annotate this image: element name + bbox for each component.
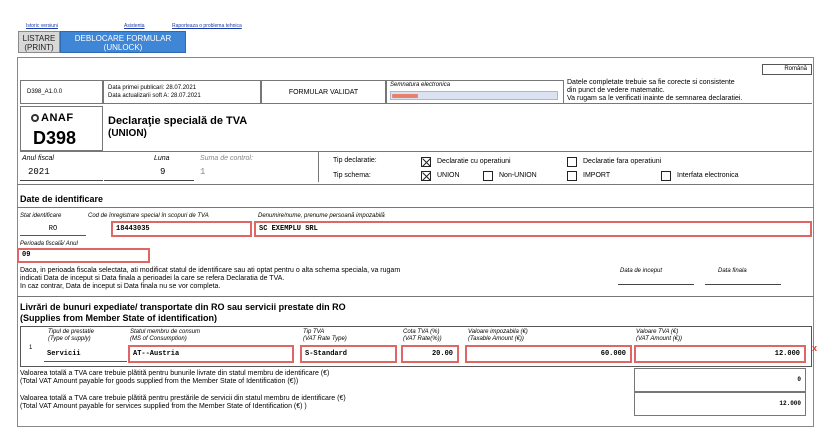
declaration-type-label: Tip declaratie: (333, 157, 377, 164)
fiscal-year-label: Anul fiscal (22, 155, 54, 162)
electronic-interface-checkbox[interactable] (661, 171, 671, 181)
state-id-field[interactable] (20, 222, 86, 236)
print-button-label: LISTARE (22, 34, 56, 43)
divider (20, 151, 812, 152)
note-line-3: In caz contrar, Data de inceput si Data finala nu se vor completa. (20, 283, 221, 290)
scheme-type-label: Tip schema: (333, 172, 371, 179)
supply-type-value: Servicii (47, 350, 81, 358)
form-code-cell (20, 80, 103, 104)
start-date-input[interactable] (618, 284, 694, 285)
notice-line-1: Datele completate trebuie sa fie corecte si consistente (567, 79, 735, 86)
total-services-line-2: (Total VAT Amount payable for services supplied from the Member State of Identification (€) ) (20, 403, 307, 410)
col-taxable-subtitle: (Taxable Amount (€)) (468, 336, 524, 342)
col-vat-amount-title: Valoare TVA (€) (636, 329, 679, 335)
scheme-import-label: IMPORT (583, 172, 611, 179)
dates-cell (103, 80, 261, 104)
total-goods-line-2: (Total VAT Amount payable for goods supplied from the Member State of Identification (€)) (20, 378, 299, 385)
update-date: Data actualizarii soft A: 28.07.2021 (108, 93, 201, 99)
supplies-title (20, 302, 346, 324)
vat-code-input[interactable] (111, 221, 252, 237)
scheme-non-union-checkbox[interactable] (483, 171, 493, 181)
vat-rate-value: 20.00 (431, 350, 453, 358)
report-problem-link[interactable]: Raporteaza o problema tehnica (172, 23, 242, 29)
print-button[interactable] (18, 31, 60, 53)
fiscal-period-label: Perioada fiscală/ Anul (20, 241, 78, 247)
declaration-with-ops-label: Declaratie cu operatiuni (437, 158, 511, 165)
total-goods-label (20, 370, 630, 386)
consumption-state-value: AT--Austria (133, 350, 180, 358)
month-label: Luna (154, 155, 170, 162)
col-state-title: Statul membru de consum (130, 329, 201, 335)
unlock-button-label: DEBLOCARE FORMULAR (74, 34, 172, 43)
total-goods-field (634, 368, 806, 392)
divider (17, 296, 814, 297)
divider (17, 184, 814, 185)
total-goods-value: 0 (797, 376, 801, 383)
note-line-2: indicati Data de inceput si Data finala a perioadei la care se refera Declaratia de TVA. (20, 275, 285, 282)
anaf-emblem-icon (31, 114, 39, 122)
end-date-label: Data finala (718, 268, 747, 274)
vat-amount-value: 12.000 (774, 350, 800, 358)
anaf-text: ANAF (41, 112, 74, 124)
taxable-amount-value: 60.000 (600, 350, 626, 358)
state-id-label: Stat identificare (20, 213, 62, 219)
fiscal-period-input[interactable] (17, 248, 150, 263)
fiscal-period-value: 09 (22, 251, 31, 259)
scheme-union-label: UNION (437, 172, 460, 179)
declaration-without-ops-label: Declaratie fara operatiuni (583, 158, 662, 165)
row-index: 1 (29, 345, 33, 351)
vat-rate-type-select[interactable] (300, 345, 397, 363)
signature-label: Semnatura electronica (390, 82, 451, 88)
col-rate-header (403, 329, 442, 343)
col-vat-amount-subtitle: (VAT Amount (€)) (636, 336, 683, 342)
underline (104, 180, 194, 181)
page-subtitle: (UNION) (108, 128, 147, 139)
publish-date: Data primei publicari: 28.07.2021 (108, 85, 197, 91)
consumption-state-select[interactable] (128, 345, 294, 363)
vat-rate-input[interactable] (401, 345, 459, 363)
col-type-title: Tipul de prestatie (48, 329, 94, 335)
notice-line-2: din punct de vedere matematic. (567, 87, 665, 94)
col-rate-title: Cota TVA (%) (403, 329, 440, 335)
col-vat-type-subtitle: (VAT Rate Type) (303, 336, 347, 342)
anaf-logo (31, 112, 74, 124)
taxpayer-name-label: Denumire/nume, prenume persoană impozabilă (258, 213, 385, 219)
scheme-import-checkbox[interactable] (567, 171, 577, 181)
total-goods-line-1: Valoarea totală a TVA care trebuie plătită pentru bunurile livrate din statul membru de identificare (€) (20, 370, 330, 377)
col-taxable-title: Valoare impozabila (€) (468, 329, 528, 335)
vat-code-value: 18443035 (116, 225, 150, 233)
remove-row-icon[interactable]: x (812, 343, 818, 353)
col-taxable-header (468, 329, 528, 343)
scheme-non-union-label: Non-UNION (499, 172, 537, 179)
note-line-1: Daca, in perioada fiscala selectata, ati modificat statul de identificare sau ati optat pentru o alta schema speciala, va rugam (20, 267, 401, 274)
signature-field[interactable] (390, 91, 558, 100)
col-type-subtitle: (Type of supply) (48, 336, 91, 342)
anaf-logo-cell (20, 106, 103, 151)
period-change-note (20, 267, 620, 291)
col-vat-amount-header (636, 329, 682, 343)
vat-code-label: Cod de înregistrare special în scopuri de TVA (88, 213, 209, 219)
declaration-with-ops-checkbox[interactable] (421, 157, 431, 167)
col-type-header (48, 329, 94, 343)
language-select[interactable]: Română (762, 64, 812, 75)
supplies-title-line-1: Livrări de bunuri expediate/ transportate din RO sau servicii prestate din RO (20, 302, 346, 312)
validation-notice (567, 79, 812, 103)
vat-amount-input[interactable] (634, 345, 806, 363)
notice-line-3: Va rugam sa le verificati inainte de semnarea declaratiei. (567, 95, 743, 102)
declaration-without-ops-checkbox[interactable] (567, 157, 577, 167)
taxable-amount-input[interactable] (465, 345, 632, 363)
signature-cell (386, 80, 564, 104)
col-state-header (130, 329, 200, 343)
total-services-field (634, 392, 806, 416)
scheme-union-checkbox[interactable] (421, 171, 431, 181)
checksum-value: 1 (200, 167, 206, 177)
electronic-interface-label: Interfata electronica (677, 172, 739, 179)
page-title: Declaraţie specială de TVA (108, 115, 248, 127)
form-number: D398 (33, 128, 77, 148)
validated-status: FORMULAR VALIDAT (288, 89, 359, 96)
history-link[interactable]: Istoric versiuni (26, 23, 58, 29)
month-value[interactable]: 9 (160, 167, 166, 177)
start-date-label: Data de inceput (620, 268, 663, 274)
col-vat-type-title: Tip TVA (303, 329, 325, 335)
col-rate-subtitle: (VAT Rate(%)) (403, 336, 442, 342)
signature-indicator (392, 94, 418, 98)
divider (318, 152, 319, 182)
divider (564, 103, 812, 104)
help-link[interactable]: Asistenta (124, 23, 145, 29)
vat-rate-type-value: S-Standard (305, 350, 348, 358)
print-button-sublabel: (PRINT) (24, 43, 54, 52)
col-vat-type-header (303, 329, 347, 343)
col-state-subtitle: (MS of Consumption) (130, 336, 187, 342)
total-services-label (20, 395, 630, 411)
supply-type-select[interactable] (44, 346, 127, 362)
unlock-form-button[interactable] (60, 31, 186, 53)
underline (20, 180, 103, 181)
fiscal-year-value[interactable]: 2021 (28, 167, 50, 177)
total-services-value: 12.000 (779, 400, 801, 407)
taxpayer-name-value: SC EXEMPLU SRL (259, 225, 318, 233)
unlock-button-sublabel: (UNLOCK) (103, 43, 143, 52)
checksum-label: Suma de control: (200, 155, 253, 162)
validated-cell (261, 80, 386, 104)
total-services-line-1: Valoarea totală a TVA care trebuie plătită pentru prestările de servicii din statul membru de identificare (€) (20, 395, 346, 402)
taxpayer-name-input[interactable] (254, 221, 812, 237)
divider (17, 207, 814, 208)
supplies-title-line-2: (Supplies from Member State of identification) (20, 313, 218, 323)
form-code: D398_A1.0.0 (27, 89, 63, 95)
identification-title: Date de identificare (20, 194, 104, 204)
end-date-input[interactable] (705, 284, 781, 285)
state-id-value: RO (48, 225, 58, 233)
